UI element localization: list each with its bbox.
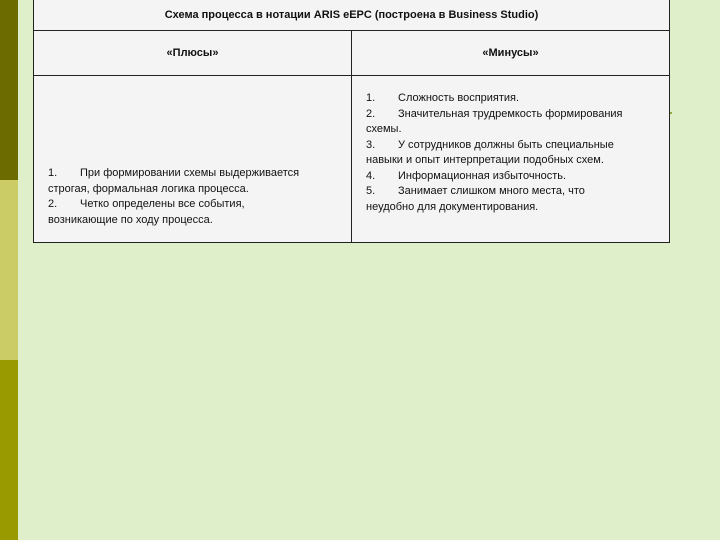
item-text: Значительная трудремкость формирования (398, 107, 623, 120)
item-text: Занимает слишком много места, что (398, 185, 585, 197)
item-number: 4. (366, 169, 376, 182)
item-text-continued: навыки и опыт интерпретации подобных схем. (366, 154, 604, 166)
list-item (366, 138, 655, 154)
item-text: Информационная избыточность. (398, 169, 567, 182)
item-text: При формировании схемы выдерживается (80, 167, 300, 179)
list-item (48, 166, 337, 182)
decorative-bar-top (0, 0, 18, 180)
item-number: 3. (366, 138, 376, 151)
decorative-bar-middle (0, 180, 18, 360)
item-text-continued: неудобно для документирования. (366, 200, 539, 213)
item-number: 2. (366, 107, 376, 120)
cons-header: «Минусы» (352, 31, 670, 76)
cons-cell (352, 76, 670, 243)
list-item (366, 184, 655, 200)
list-item (366, 91, 655, 107)
item-text-continued: схемы. (366, 123, 402, 135)
item-number: 2. (48, 198, 58, 210)
list-item (366, 169, 655, 185)
item-text: Четко определены все события, (80, 198, 245, 210)
item-number: 5. (366, 185, 376, 197)
item-text: Сложность восприятия. (398, 92, 520, 104)
item-text: У сотрудников должны быть специальные (398, 138, 614, 151)
list-item (48, 197, 337, 213)
pros-cell (34, 76, 352, 243)
comparison-table (33, 0, 670, 243)
decorative-bar-bottom (0, 360, 18, 540)
item-number: 1. (48, 167, 58, 179)
item-text-continued: строгая, формальная логика процесса. (48, 182, 249, 195)
pros-header: «Плюсы» (34, 31, 352, 76)
list-item (366, 107, 655, 123)
item-number: 1. (366, 92, 376, 104)
item-text-continued: возникающие по ходу процесса. (48, 213, 213, 226)
table-title: Схема процесса в нотации ARIS eEPC (построена в Business Studio) (34, 0, 670, 31)
